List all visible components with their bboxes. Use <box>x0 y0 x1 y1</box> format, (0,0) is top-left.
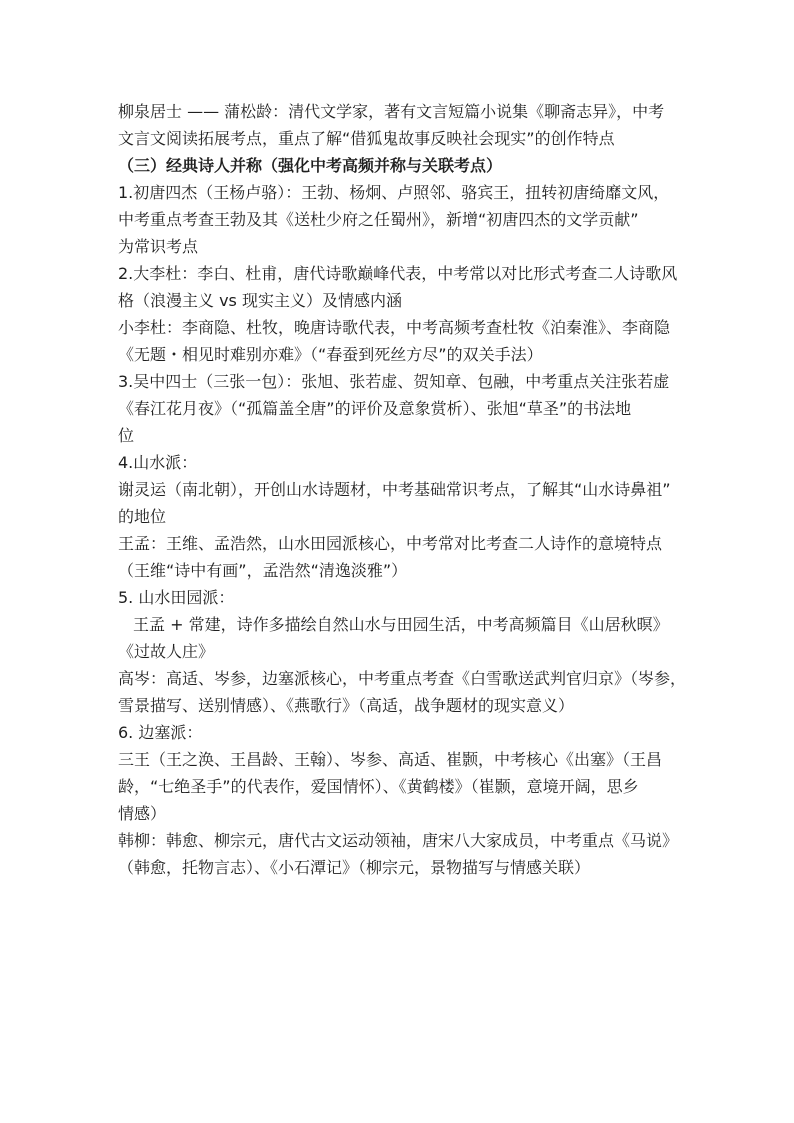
text-line: （韩愈，托物言志）、《小石潭记》（柳宗元，景物描写与情感关联） <box>118 858 591 877</box>
text-line: 《无题・相见时难别亦难》（“春蚕到死丝方尽”的双关手法） <box>118 345 543 364</box>
text-line: 龄，“七绝圣手”的代表作，爱国情怀）、《黄鹤楼》（崔颢，意境开阔，思乡 <box>118 777 639 796</box>
text-line: 谢灵运（南北朝），开创山水诗题材，中考基础常识考点，了解其“山水诗鼻祖” <box>118 480 671 499</box>
text-line: 柳泉居士 —— 蒲松龄：清代文学家，著有文言短篇小说集《聊斋志异》，中考 <box>118 102 665 121</box>
text-line: 6. 边塞派： <box>118 723 203 742</box>
text-line: 4.山水派： <box>118 453 198 472</box>
text-line: 王孟：王维、孟浩然，山水田园派核心，中考常对比考查二人诗作的意境特点 <box>118 534 663 553</box>
text-line: 1.初唐四杰（王杨卢骆）：王勃、杨炯、卢照邻、骆宾王，扭转初唐绮靡文风， <box>118 183 670 202</box>
text-line: 《过故人庄》 <box>118 642 215 661</box>
text-line: 情感） <box>118 804 167 823</box>
text-line: 雪景描写、送别情感）、《燕歌行》（高适，战争题材的现实意义） <box>118 696 575 715</box>
document-body <box>118 98 698 881</box>
text-line: 小李杜：李商隐、杜牧，晚唐诗歌代表，中考高频考查杜牧《泊秦淮》、李商隐 <box>118 318 671 337</box>
text-line: （王维“诗中有画”，孟浩然“清逸淡雅”） <box>118 561 408 580</box>
text-line: 为常识考点 <box>118 237 199 256</box>
text-line: 的地位 <box>118 507 167 526</box>
text-line: 文言文阅读拓展考点，重点了解“借狐鬼故事反映社会现实”的创作特点 <box>118 129 615 148</box>
text-line: 位 <box>118 426 135 445</box>
text-line: 5. 山水田园派： <box>118 588 235 607</box>
text-line: 王孟 + 常建，诗作多描绘自然山水与田园生活，中考高频篇目《山居秋暝》 <box>133 615 669 634</box>
text-line: 三王（王之涣、王昌龄、王翰）、岑参、高适、崔颢，中考核心《出塞》（王昌 <box>118 750 663 769</box>
text-line: 韩柳：韩愈、柳宗元，唐代古文运动领袖，唐宋八大家成员，中考重点《马说》 <box>118 831 679 850</box>
text-line: 2.大李杜：李白、杜甫，唐代诗歌巅峰代表，中考常以对比形式考查二人诗歌风 <box>118 264 678 283</box>
text-line: 中考重点考查王勃及其《送杜少府之任蜀州》，新增“初唐四杰的文学贡献” <box>118 210 639 229</box>
section-heading: （三）经典诗人并称（强化中考高频并称与关联考点） <box>118 156 503 175</box>
text-line: 《春江花月夜》（“孤篇盖全唐”的评价及意象赏析）、张旭“草圣”的书法地 <box>118 399 632 418</box>
text-line: 格（浪漫主义 vs 现实主义）及情感内涵 <box>118 291 402 310</box>
text-line: 3.吴中四士（三张一包）：张旭、张若虚、贺知章、包融，中考重点关注张若虚 <box>118 372 670 391</box>
text-line: 高岑：高适、岑参，边塞派核心，中考重点考查《白雪歌送武判官归京》（岑参， <box>118 669 687 688</box>
